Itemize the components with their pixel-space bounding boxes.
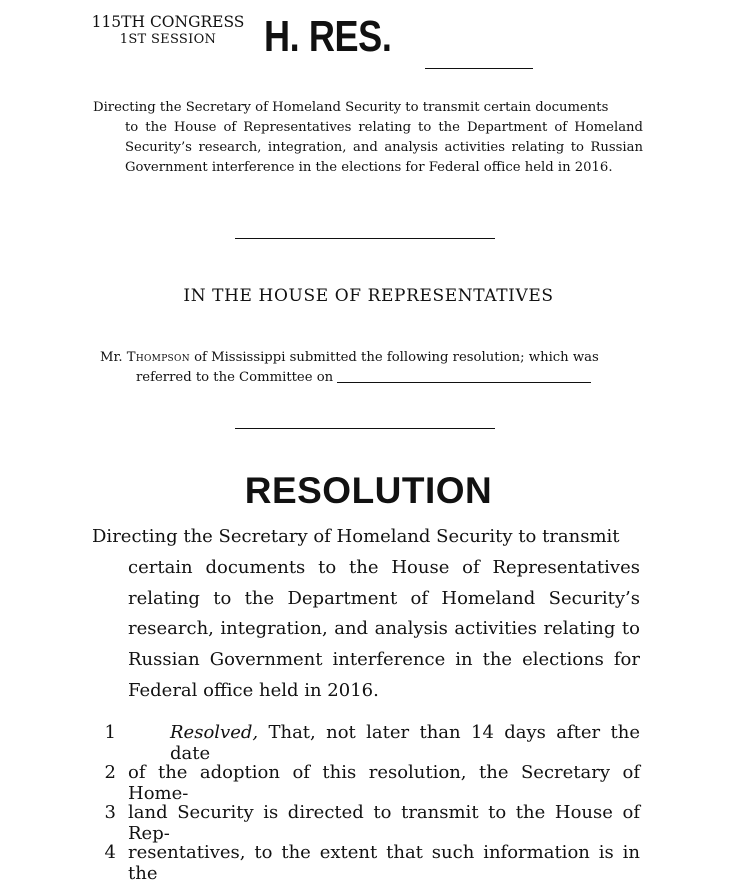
sponsor-line2 [100,368,635,388]
line-text: of the adoption of this resolution, the Secretary of Home- [128,762,640,804]
long-title-rest: certain documents to the House of Representatives relating to the Department of Homeland Security’s research, integration, and analysis activities relating to Russian Government interference in the elections for Federal office held in 2016. [128,556,640,701]
line-text [170,722,640,764]
body-line [0,802,737,842]
line-number: 2 [104,762,116,783]
line-text: resentatives, to the extent that such information is in the [128,842,640,884]
long-title [92,522,640,707]
congress-session-block [88,14,248,48]
divider-rule [235,238,495,239]
line-number: 3 [104,802,116,823]
short-title-rest: to the House of Representatives relating to the Department of Homeland Security’s research, integration, and analysis activities relating to Russian Government interference in the elections for Federal office held in 2016. [125,120,643,175]
line-text: land Security is directed to transmit to the House of Rep- [128,802,640,844]
line-number: 4 [104,842,116,863]
congress-label: 115TH CONGRESS [91,13,245,31]
sponsor-prefix: Mr. [100,350,127,365]
long-title-first-line: Directing the Secretary of Homeland Security to transmit [92,526,620,547]
bill-type-heading: H. RES. [264,12,392,61]
body-line [0,722,737,762]
committee-blank [337,370,591,383]
bill-number-blank [425,68,533,69]
divider-rule [235,428,495,429]
short-title-first-line: Directing the Secretary of Homeland Security to transmit certain documents [93,100,609,115]
session-label: 1ST SESSION [119,32,217,47]
sponsor-statement [100,348,635,388]
sponsor-name: Thompson [126,350,190,365]
document-type-heading: RESOLUTION [244,470,493,511]
resolved-clause: Resolved, [170,722,259,743]
body-line [0,842,737,882]
referral-text: referred to the Committee on [136,370,334,385]
body-line [0,762,737,802]
line-number: 1 [104,722,116,743]
short-title [93,98,643,178]
chamber-heading: IN THE HOUSE OF REPRESENTATIVES [183,286,554,306]
line-text-rest: That, not later than 14 days after the date [170,722,640,764]
sponsor-line1-rest: of Mississippi submitted the following resolution; which was [189,350,599,365]
